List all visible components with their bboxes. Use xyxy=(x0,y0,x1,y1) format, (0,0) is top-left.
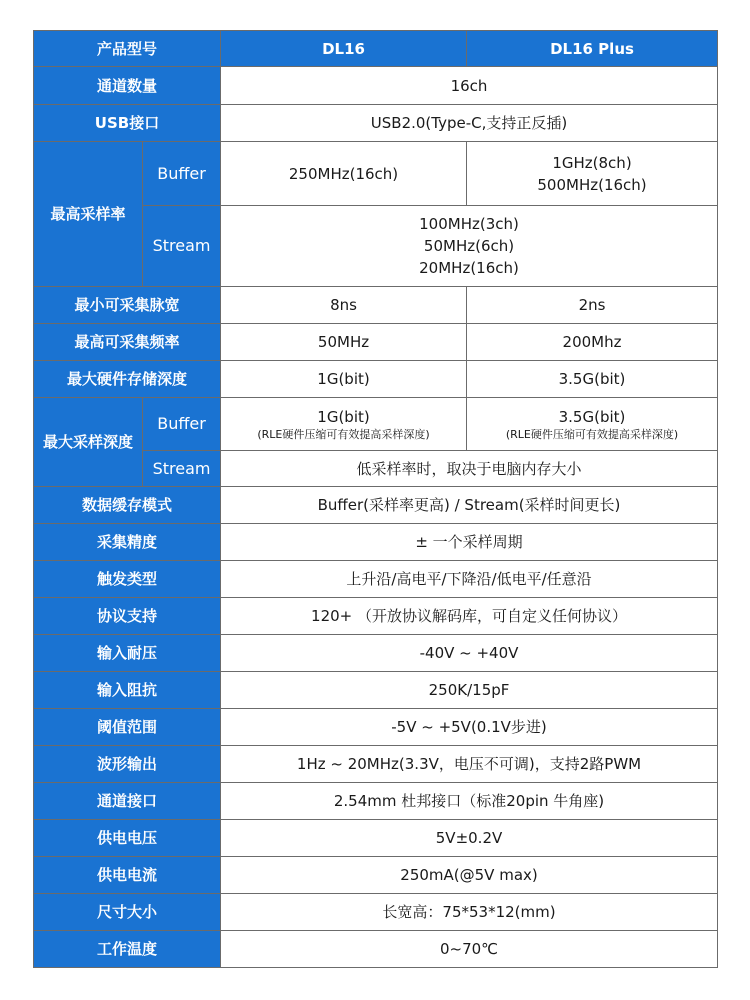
value-line: 500MHz(16ch) xyxy=(537,175,647,194)
table-row xyxy=(34,487,718,524)
value-hw-depth-plus: 3.5G(bit) xyxy=(467,361,718,398)
row-label-threshold: 阈值范围 xyxy=(34,709,221,746)
value-max-freq-plus: 200Mhz xyxy=(467,324,718,361)
value-voltage-tolerance: -40V ~ +40V xyxy=(221,635,718,672)
value-protocol: 120+ （开放协议解码库，可自定义任何协议） xyxy=(221,598,718,635)
row-label-hw-depth: 最大硬件存储深度 xyxy=(34,361,221,398)
value-line: 20MHz(16ch) xyxy=(419,259,519,277)
table-row xyxy=(34,598,718,635)
value-line: 3.5G(bit) xyxy=(558,408,626,426)
table-row xyxy=(34,324,718,361)
row-label-buffer-mode: 数据缓存模式 xyxy=(34,487,221,524)
value-max-freq-dl16: 50MHz xyxy=(221,324,467,361)
value-note: (RLE硬件压缩可有效提高采样深度) xyxy=(257,428,430,441)
row-label-max-freq: 最高可采集频率 xyxy=(34,324,221,361)
value-precision: ± 一个采样周期 xyxy=(221,524,718,561)
value-line: 50MHz(6ch) xyxy=(423,237,515,255)
sub-label-buffer: Buffer xyxy=(143,398,221,451)
sub-label-stream: Stream xyxy=(143,451,221,487)
table-row xyxy=(34,67,718,105)
spec-table xyxy=(33,30,718,968)
table-row xyxy=(34,105,718,142)
row-label-interface: 通道接口 xyxy=(34,783,221,820)
row-label-supply-voltage: 供电电压 xyxy=(34,820,221,857)
row-label-trigger: 触发类型 xyxy=(34,561,221,598)
table-row xyxy=(34,709,718,746)
table-row xyxy=(34,142,718,206)
row-label-model: 产品型号 xyxy=(34,31,221,67)
value-hw-depth-dl16: 1G(bit) xyxy=(221,361,467,398)
row-label-wave-output: 波形输出 xyxy=(34,746,221,783)
row-label-temperature: 工作温度 xyxy=(34,931,221,968)
value-usb: USB2.0(Type-C,支持正反插) xyxy=(221,105,718,142)
value-impedance: 250K/15pF xyxy=(221,672,718,709)
value-rate-stream xyxy=(221,206,718,287)
table-row xyxy=(34,783,718,820)
value-depth-stream: 低采样率时，取决于电脑内存大小 xyxy=(221,451,718,487)
table-row xyxy=(34,820,718,857)
value-temperature: 0~70℃ xyxy=(221,931,718,968)
value-size: 长宽高：75*53*12(mm) xyxy=(221,894,718,931)
value-line: 1GHz(8ch) xyxy=(552,153,632,172)
row-label-impedance: 输入阻抗 xyxy=(34,672,221,709)
row-label-min-pulse: 最小可采集脉宽 xyxy=(34,287,221,324)
value-depth-buffer-plus xyxy=(467,398,718,451)
value-min-pulse-dl16: 8ns xyxy=(221,287,467,324)
value-supply-voltage: 5V±0.2V xyxy=(221,820,718,857)
row-label-max-rate: 最高采样率 xyxy=(34,142,143,287)
row-label-channels: 通道数量 xyxy=(34,67,221,105)
value-depth-buffer-dl16 xyxy=(221,398,467,451)
table-row xyxy=(34,635,718,672)
row-label-supply-current: 供电电流 xyxy=(34,857,221,894)
sub-label-buffer: Buffer xyxy=(143,142,221,206)
sub-label-stream: Stream xyxy=(143,206,221,287)
value-wave-output: 1Hz ~ 20MHz(3.3V，电压不可调)，支持2路PWM xyxy=(221,746,718,783)
model-dl16-plus: DL16 Plus xyxy=(467,31,718,67)
row-label-precision: 采集精度 xyxy=(34,524,221,561)
value-supply-current: 250mA(@5V max) xyxy=(221,857,718,894)
value-rate-buffer-plus xyxy=(467,142,718,206)
value-line: 1G(bit) xyxy=(317,408,370,426)
row-label-voltage-tolerance: 输入耐压 xyxy=(34,635,221,672)
table-row xyxy=(34,931,718,968)
value-buffer-mode: Buffer(采样率更高) / Stream(采样时间更长) xyxy=(221,487,718,524)
table-row xyxy=(34,894,718,931)
value-rate-buffer-dl16: 250MHz(16ch) xyxy=(221,142,467,206)
table-row xyxy=(34,746,718,783)
value-trigger: 上升沿/高电平/下降沿/低电平/任意沿 xyxy=(221,561,718,598)
value-note: (RLE硬件压缩可有效提高采样深度) xyxy=(505,428,679,441)
row-label-protocol: 协议支持 xyxy=(34,598,221,635)
table-row xyxy=(34,398,718,451)
value-channels: 16ch xyxy=(221,67,718,105)
value-interface: 2.54mm 杜邦接口（标准20pin 牛角座) xyxy=(221,783,718,820)
table-row xyxy=(34,31,718,67)
value-threshold: -5V ~ +5V(0.1V步进) xyxy=(221,709,718,746)
table-row xyxy=(34,561,718,598)
value-line: 100MHz(3ch) xyxy=(419,215,519,233)
table-row xyxy=(34,524,718,561)
table-row xyxy=(34,361,718,398)
value-min-pulse-plus: 2ns xyxy=(467,287,718,324)
row-label-size: 尺寸大小 xyxy=(34,894,221,931)
table-row xyxy=(34,857,718,894)
row-label-max-depth: 最大采样深度 xyxy=(34,398,143,487)
table-row xyxy=(34,287,718,324)
model-dl16: DL16 xyxy=(221,31,467,67)
table-row xyxy=(34,672,718,709)
row-label-usb: USB接口 xyxy=(34,105,221,142)
